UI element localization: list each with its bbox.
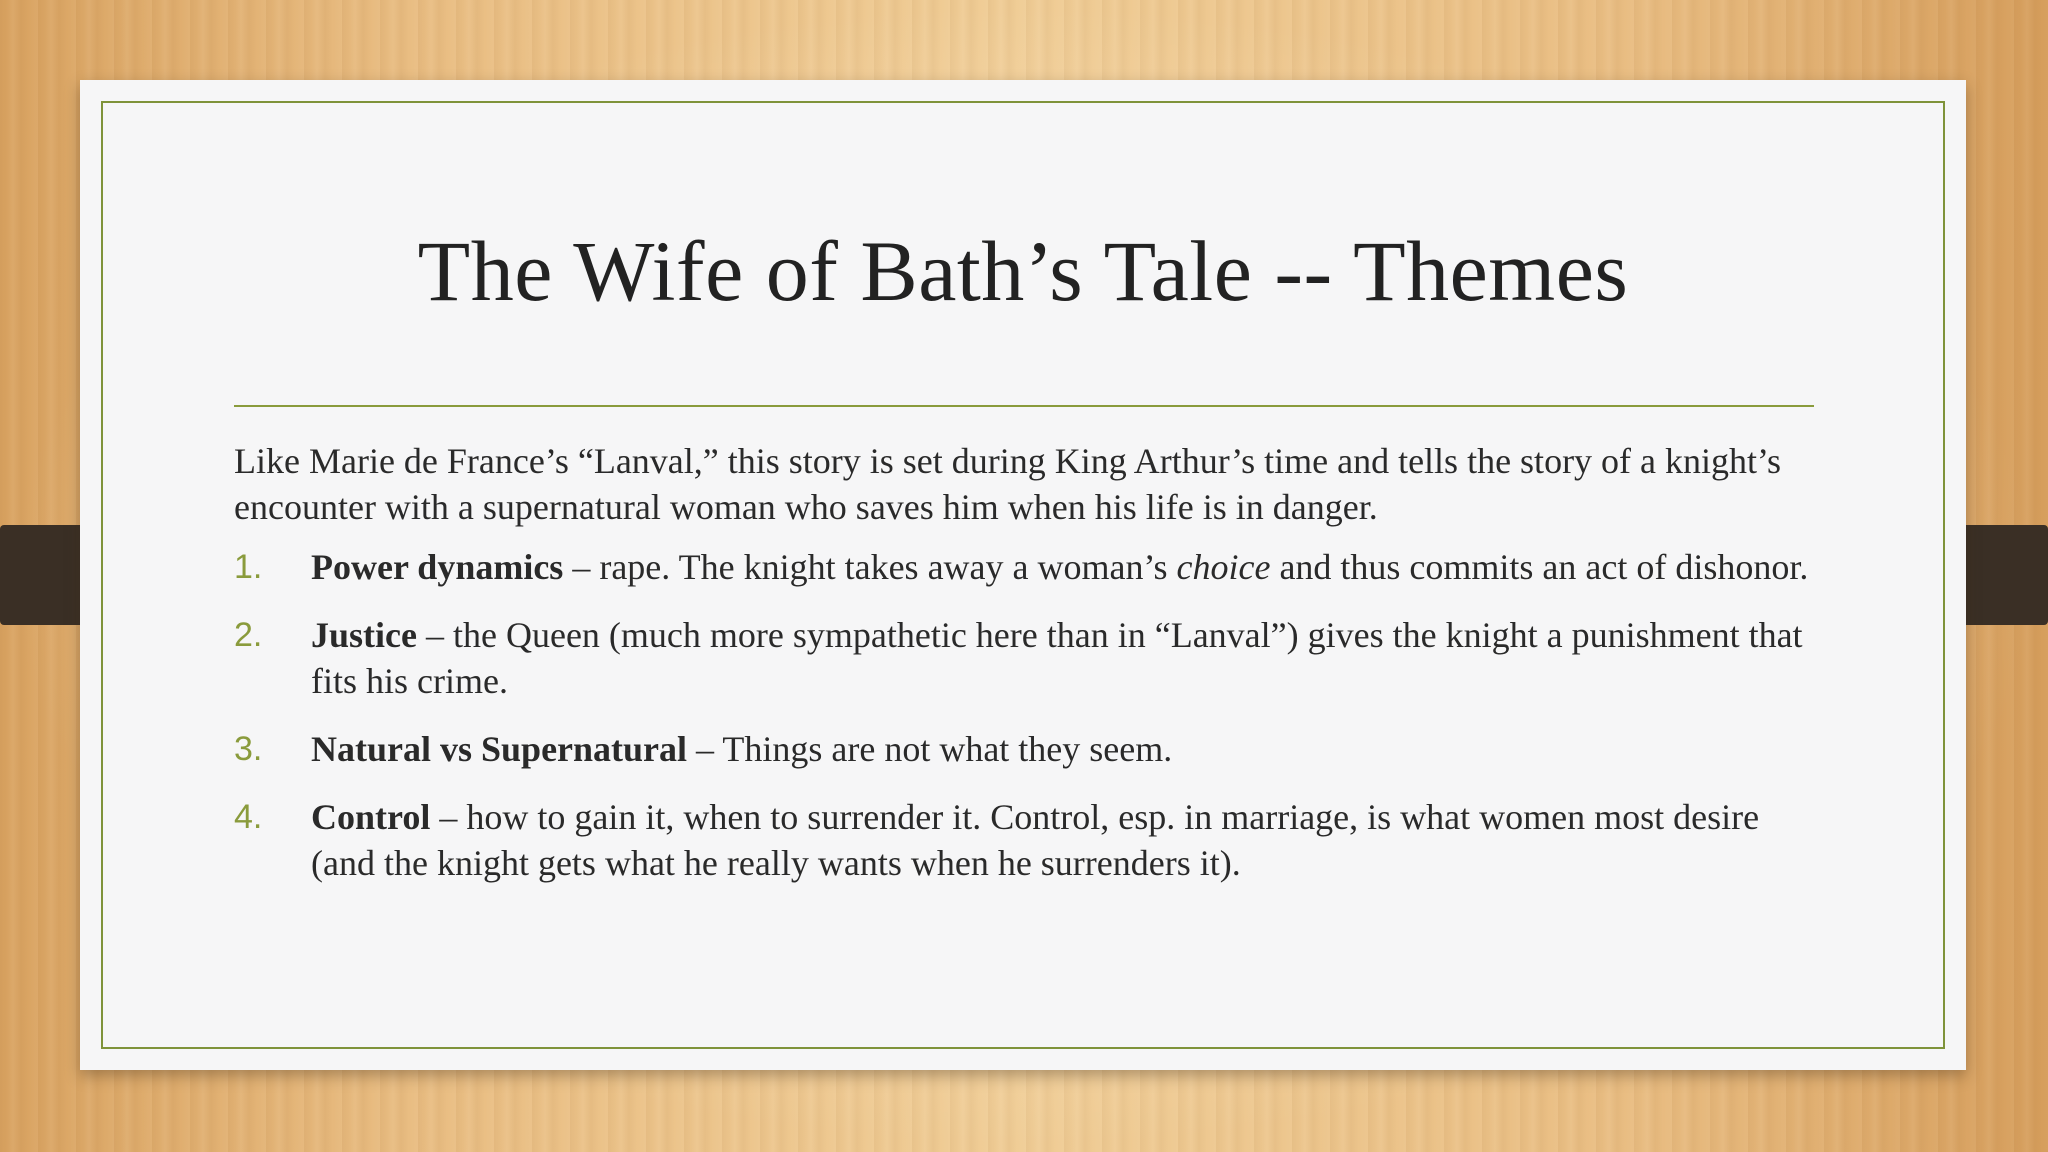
list-number: 1. [234, 548, 263, 586]
theme-text: – rape. The knight takes away a woman’s [563, 547, 1177, 587]
list-item [234, 794, 1814, 886]
slide-body [234, 438, 1814, 908]
intro-paragraph: Like Marie de France’s “Lanval,” this story is set during King Arthur’s time and tells the story of a knight’s encounter with a supernatural woman who saves him when his life is in danger. [234, 441, 1782, 527]
themes-list [234, 544, 1814, 886]
theme-term: Control [311, 797, 431, 837]
list-number: 2. [234, 616, 263, 654]
theme-term: Justice [311, 615, 417, 655]
slide-title: The Wife of Bath’s Tale -- Themes [417, 223, 1629, 319]
theme-text: – Things are not what they seem. [687, 729, 1173, 769]
list-number: 3. [234, 730, 263, 768]
title-divider [234, 405, 1814, 407]
list-item [234, 726, 1814, 772]
theme-text: – the Queen (much more sympathetic here than in “Lanval”) gives the knight a punishment that fits his crime. [311, 615, 1803, 701]
slide-card [80, 80, 1966, 1070]
theme-text: and thus commits an act of dishonor. [1270, 547, 1809, 587]
list-item [234, 612, 1814, 704]
theme-term: Natural vs Supernatural [311, 729, 688, 769]
list-item [234, 544, 1814, 590]
theme-text: – how to gain it, when to surrender it. Control, esp. in marriage, is what women most desire (and the knight gets what he really wants when he surrenders it). [311, 797, 1760, 883]
theme-emphasis: choice [1176, 547, 1271, 587]
list-number: 4. [234, 798, 263, 836]
theme-term: Power dynamics [311, 547, 564, 587]
